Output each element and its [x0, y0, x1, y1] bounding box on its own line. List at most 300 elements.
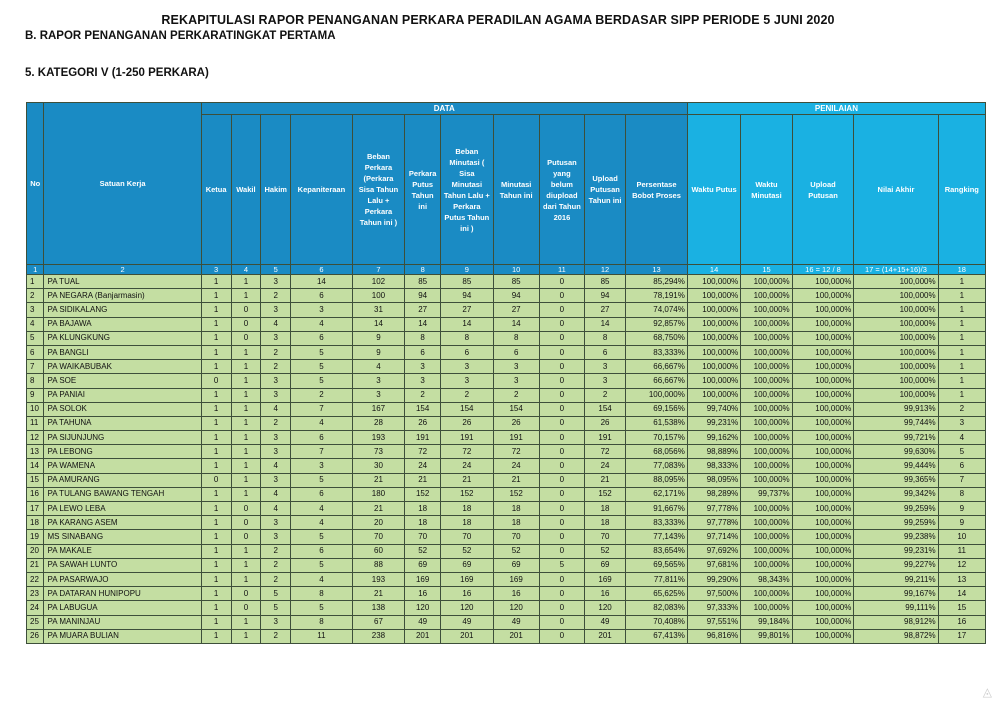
col-rangking: Rangking	[938, 115, 985, 265]
cell-kepaniteraan: 3	[291, 459, 353, 473]
cell-persentase: 82,083%	[626, 601, 688, 615]
table-row	[27, 275, 986, 289]
cell-nilai-akhir: 100,000%	[854, 374, 938, 388]
cell-minutasi: 3	[493, 360, 539, 374]
cell-ketua: 1	[201, 558, 231, 572]
col-number: 18	[938, 265, 985, 275]
group-penilaian: PENILAIAN	[687, 103, 985, 115]
cell-upload-tahun-ini: 152	[585, 487, 626, 501]
cell-no: 16	[27, 487, 44, 501]
cell-beban-minutasi: 3	[441, 360, 493, 374]
cell-waktu-putus: 98,333%	[687, 459, 740, 473]
table-row	[27, 516, 986, 530]
cell-beban-minutasi: 152	[441, 487, 493, 501]
cell-waktu-minutasi: 100,000%	[741, 587, 792, 601]
cell-upload-putusan: 100,000%	[792, 317, 854, 331]
cell-persentase: 62,171%	[626, 487, 688, 501]
cell-hakim: 3	[261, 331, 291, 345]
cell-putusan-belum-upload: 0	[539, 360, 584, 374]
table-row	[27, 459, 986, 473]
cell-no: 6	[27, 345, 44, 359]
cell-waktu-minutasi: 100,000%	[741, 317, 792, 331]
cell-satuan-kerja: PA PASARWAJO	[44, 572, 201, 586]
cell-beban-minutasi: 191	[441, 431, 493, 445]
cell-upload-putusan: 100,000%	[792, 601, 854, 615]
cell-beban-minutasi: 69	[441, 558, 493, 572]
cell-minutasi: 69	[493, 558, 539, 572]
cell-upload-putusan: 100,000%	[792, 530, 854, 544]
cell-beban-perkara: 238	[352, 629, 404, 643]
cell-kepaniteraan: 11	[291, 629, 353, 643]
cell-persentase: 61,538%	[626, 416, 688, 430]
table-row	[27, 615, 986, 629]
cell-nilai-akhir: 99,231%	[854, 544, 938, 558]
cell-beban-perkara: 14	[352, 317, 404, 331]
cell-perkara-putus: 6	[405, 345, 441, 359]
cell-wakil: 1	[231, 388, 261, 402]
cell-ketua: 1	[201, 615, 231, 629]
cell-beban-minutasi: 154	[441, 402, 493, 416]
cell-nilai-akhir: 100,000%	[854, 331, 938, 345]
cell-putusan-belum-upload: 0	[539, 317, 584, 331]
cell-satuan-kerja: PA SOLOK	[44, 402, 201, 416]
cell-kepaniteraan: 14	[291, 275, 353, 289]
cell-upload-putusan: 100,000%	[792, 587, 854, 601]
cell-minutasi: 27	[493, 303, 539, 317]
cell-ketua: 1	[201, 459, 231, 473]
cell-nilai-akhir: 100,000%	[854, 345, 938, 359]
cell-persentase: 91,667%	[626, 502, 688, 516]
cell-minutasi: 191	[493, 431, 539, 445]
cell-perkara-putus: 3	[405, 374, 441, 388]
cell-hakim: 2	[261, 360, 291, 374]
cell-upload-tahun-ini: 18	[585, 502, 626, 516]
cell-wakil: 1	[231, 445, 261, 459]
col-number: 7	[352, 265, 404, 275]
cell-minutasi: 3	[493, 374, 539, 388]
table-row	[27, 587, 986, 601]
cell-wakil: 0	[231, 587, 261, 601]
cell-perkara-putus: 18	[405, 502, 441, 516]
cell-persentase: 65,625%	[626, 587, 688, 601]
cell-upload-tahun-ini: 16	[585, 587, 626, 601]
cell-perkara-putus: 52	[405, 544, 441, 558]
cell-beban-minutasi: 8	[441, 331, 493, 345]
cell-waktu-minutasi: 98,343%	[741, 572, 792, 586]
cell-minutasi: 70	[493, 530, 539, 544]
cell-persentase: 70,157%	[626, 431, 688, 445]
cell-ketua: 1	[201, 544, 231, 558]
cell-hakim: 2	[261, 416, 291, 430]
table-row	[27, 502, 986, 516]
table-body	[27, 275, 986, 644]
cell-no: 3	[27, 303, 44, 317]
table-row	[27, 345, 986, 359]
cell-beban-minutasi: 18	[441, 502, 493, 516]
cell-satuan-kerja: PA BANGLI	[44, 345, 201, 359]
cell-upload-tahun-ini: 94	[585, 289, 626, 303]
cell-ketua: 1	[201, 445, 231, 459]
cell-beban-minutasi: 169	[441, 572, 493, 586]
cell-waktu-minutasi: 99,737%	[741, 487, 792, 501]
cell-waktu-putus: 100,000%	[687, 374, 740, 388]
cell-perkara-putus: 70	[405, 530, 441, 544]
col-waktu-minutasi: Waktu Minutasi	[741, 115, 792, 265]
cell-persentase: 92,857%	[626, 317, 688, 331]
cell-beban-perkara: 3	[352, 374, 404, 388]
cell-no: 18	[27, 516, 44, 530]
cell-waktu-minutasi: 100,000%	[741, 558, 792, 572]
cell-persentase: 77,143%	[626, 530, 688, 544]
cell-satuan-kerja: PA LEWO LEBA	[44, 502, 201, 516]
cell-waktu-putus: 97,551%	[687, 615, 740, 629]
cell-putusan-belum-upload: 0	[539, 416, 584, 430]
cell-waktu-minutasi: 99,801%	[741, 629, 792, 643]
page-corner-icon: ◬	[982, 685, 992, 699]
cell-waktu-putus: 99,162%	[687, 431, 740, 445]
cell-minutasi: 26	[493, 416, 539, 430]
cell-waktu-putus: 96,816%	[687, 629, 740, 643]
cell-putusan-belum-upload: 0	[539, 431, 584, 445]
cell-upload-putusan: 100,000%	[792, 275, 854, 289]
table-row	[27, 445, 986, 459]
cell-waktu-minutasi: 100,000%	[741, 473, 792, 487]
cell-beban-minutasi: 94	[441, 289, 493, 303]
table-row	[27, 289, 986, 303]
cell-wakil: 1	[231, 615, 261, 629]
cell-wakil: 0	[231, 502, 261, 516]
cell-persentase: 69,565%	[626, 558, 688, 572]
cell-upload-putusan: 100,000%	[792, 374, 854, 388]
cell-ketua: 1	[201, 587, 231, 601]
cell-satuan-kerja: PA LEBONG	[44, 445, 201, 459]
cell-persentase: 83,654%	[626, 544, 688, 558]
cell-rangking: 14	[938, 587, 985, 601]
col-waktu-putus: Waktu Putus	[687, 115, 740, 265]
cell-hakim: 5	[261, 587, 291, 601]
cell-wakil: 1	[231, 473, 261, 487]
cell-beban-minutasi: 24	[441, 459, 493, 473]
cell-upload-tahun-ini: 52	[585, 544, 626, 558]
cell-nilai-akhir: 99,167%	[854, 587, 938, 601]
cell-upload-tahun-ini: 191	[585, 431, 626, 445]
col-number: 12	[585, 265, 626, 275]
table-row	[27, 544, 986, 558]
cell-no: 26	[27, 629, 44, 643]
cell-waktu-minutasi: 100,000%	[741, 374, 792, 388]
cell-kepaniteraan: 5	[291, 530, 353, 544]
cell-waktu-minutasi: 100,000%	[741, 360, 792, 374]
cell-beban-minutasi: 27	[441, 303, 493, 317]
cell-minutasi: 85	[493, 275, 539, 289]
cell-putusan-belum-upload: 0	[539, 459, 584, 473]
cell-hakim: 3	[261, 530, 291, 544]
table-row	[27, 388, 986, 402]
cell-nilai-akhir: 99,111%	[854, 601, 938, 615]
cell-beban-minutasi: 85	[441, 275, 493, 289]
cell-satuan-kerja: PA SOE	[44, 374, 201, 388]
cell-waktu-minutasi: 100,000%	[741, 516, 792, 530]
cell-minutasi: 52	[493, 544, 539, 558]
cell-waktu-putus: 100,000%	[687, 303, 740, 317]
cell-kepaniteraan: 6	[291, 487, 353, 501]
cell-minutasi: 120	[493, 601, 539, 615]
cell-no: 5	[27, 331, 44, 345]
cell-beban-perkara: 3	[352, 388, 404, 402]
cell-perkara-putus: 26	[405, 416, 441, 430]
cell-no: 11	[27, 416, 44, 430]
cell-perkara-putus: 27	[405, 303, 441, 317]
cell-beban-minutasi: 70	[441, 530, 493, 544]
cell-putusan-belum-upload: 0	[539, 516, 584, 530]
cell-putusan-belum-upload: 0	[539, 388, 584, 402]
cell-satuan-kerja: PA MANINJAU	[44, 615, 201, 629]
cell-minutasi: 18	[493, 502, 539, 516]
cell-beban-perkara: 138	[352, 601, 404, 615]
cell-minutasi: 6	[493, 345, 539, 359]
col-beban-perkara: Beban Perkara (Perkara Sisa Tahun Lalu + Perkara Tahun ini )	[352, 115, 404, 265]
cell-nilai-akhir: 99,211%	[854, 572, 938, 586]
cell-putusan-belum-upload: 0	[539, 615, 584, 629]
cell-ketua: 1	[201, 629, 231, 643]
cell-hakim: 2	[261, 289, 291, 303]
cell-kepaniteraan: 5	[291, 558, 353, 572]
cell-waktu-putus: 97,778%	[687, 516, 740, 530]
cell-ketua: 1	[201, 516, 231, 530]
cell-nilai-akhir: 99,444%	[854, 459, 938, 473]
cell-minutasi: 72	[493, 445, 539, 459]
cell-kepaniteraan: 4	[291, 416, 353, 430]
cell-waktu-minutasi: 100,000%	[741, 502, 792, 516]
cell-ketua: 1	[201, 572, 231, 586]
cell-waktu-minutasi: 100,000%	[741, 601, 792, 615]
col-number: 4	[231, 265, 261, 275]
cell-persentase: 67,413%	[626, 629, 688, 643]
cell-nilai-akhir: 100,000%	[854, 388, 938, 402]
cell-no: 15	[27, 473, 44, 487]
cell-waktu-minutasi: 100,000%	[741, 275, 792, 289]
cell-putusan-belum-upload: 0	[539, 445, 584, 459]
cell-nilai-akhir: 100,000%	[854, 360, 938, 374]
col-nilai-akhir: Nilai Akhir	[854, 115, 938, 265]
cell-beban-minutasi: 6	[441, 345, 493, 359]
col-number: 3	[201, 265, 231, 275]
cell-beban-minutasi: 120	[441, 601, 493, 615]
cell-perkara-putus: 14	[405, 317, 441, 331]
cell-perkara-putus: 8	[405, 331, 441, 345]
cell-beban-minutasi: 3	[441, 374, 493, 388]
cell-satuan-kerja: PA TUAL	[44, 275, 201, 289]
cell-upload-putusan: 100,000%	[792, 388, 854, 402]
cell-no: 17	[27, 502, 44, 516]
cell-beban-perkara: 70	[352, 530, 404, 544]
cell-rangking: 2	[938, 402, 985, 416]
rapor-table	[26, 102, 986, 644]
cell-no: 10	[27, 402, 44, 416]
cell-satuan-kerja: PA MUARA BULIAN	[44, 629, 201, 643]
cell-kepaniteraan: 7	[291, 402, 353, 416]
cell-hakim: 3	[261, 473, 291, 487]
table-row	[27, 331, 986, 345]
cell-putusan-belum-upload: 0	[539, 487, 584, 501]
table-row	[27, 317, 986, 331]
cell-beban-perkara: 30	[352, 459, 404, 473]
cell-rangking: 1	[938, 289, 985, 303]
cell-ketua: 1	[201, 402, 231, 416]
col-number: 17 = (14+15+16)/3	[854, 265, 938, 275]
cell-perkara-putus: 120	[405, 601, 441, 615]
cell-upload-putusan: 100,000%	[792, 459, 854, 473]
cell-satuan-kerja: PA NEGARA (Banjarmasin)	[44, 289, 201, 303]
cell-satuan-kerja: PA DATARAN HUNIPOPU	[44, 587, 201, 601]
cell-wakil: 1	[231, 459, 261, 473]
table-row	[27, 431, 986, 445]
cell-upload-tahun-ini: 24	[585, 459, 626, 473]
cell-waktu-putus: 97,681%	[687, 558, 740, 572]
cell-waktu-putus: 97,692%	[687, 544, 740, 558]
cell-kepaniteraan: 6	[291, 289, 353, 303]
cell-kepaniteraan: 4	[291, 516, 353, 530]
cell-perkara-putus: 72	[405, 445, 441, 459]
cell-ketua: 1	[201, 388, 231, 402]
cell-upload-tahun-ini: 3	[585, 360, 626, 374]
cell-waktu-minutasi: 100,000%	[741, 345, 792, 359]
cell-beban-perkara: 67	[352, 615, 404, 629]
cell-perkara-putus: 154	[405, 402, 441, 416]
cell-no: 1	[27, 275, 44, 289]
cell-putusan-belum-upload: 0	[539, 601, 584, 615]
col-no: No	[27, 103, 44, 265]
cell-hakim: 3	[261, 431, 291, 445]
cell-rangking: 4	[938, 431, 985, 445]
report-title: REKAPITULASI RAPOR PENANGANAN PERKARA PERADILAN AGAMA BERDASAR SIPP PERIODE 5 JUNI 2020	[161, 13, 835, 27]
cell-no: 21	[27, 558, 44, 572]
cell-rangking: 7	[938, 473, 985, 487]
cell-waktu-putus: 100,000%	[687, 388, 740, 402]
cell-upload-putusan: 100,000%	[792, 516, 854, 530]
cell-rangking: 11	[938, 544, 985, 558]
cell-waktu-putus: 98,289%	[687, 487, 740, 501]
cell-ketua: 1	[201, 416, 231, 430]
cell-beban-perkara: 9	[352, 331, 404, 345]
cell-nilai-akhir: 99,630%	[854, 445, 938, 459]
cell-upload-putusan: 100,000%	[792, 303, 854, 317]
cell-minutasi: 201	[493, 629, 539, 643]
cell-upload-putusan: 100,000%	[792, 558, 854, 572]
cell-no: 7	[27, 360, 44, 374]
cell-putusan-belum-upload: 0	[539, 303, 584, 317]
cell-hakim: 4	[261, 317, 291, 331]
cell-minutasi: 154	[493, 402, 539, 416]
cell-ketua: 1	[201, 317, 231, 331]
cell-rangking: 8	[938, 487, 985, 501]
col-beban-minutasi: Beban Minutasi ( Sisa Minutasi Tahun Lalu + Perkara Putus Tahun ini )	[441, 115, 493, 265]
cell-waktu-minutasi: 99,184%	[741, 615, 792, 629]
cell-kepaniteraan: 4	[291, 317, 353, 331]
col-number: 14	[687, 265, 740, 275]
cell-rangking: 1	[938, 388, 985, 402]
cell-no: 13	[27, 445, 44, 459]
cell-hakim: 2	[261, 544, 291, 558]
cell-kepaniteraan: 2	[291, 388, 353, 402]
cell-beban-perkara: 100	[352, 289, 404, 303]
cell-persentase: 88,095%	[626, 473, 688, 487]
cell-wakil: 1	[231, 558, 261, 572]
cell-beban-minutasi: 14	[441, 317, 493, 331]
cell-waktu-putus: 97,778%	[687, 502, 740, 516]
cell-wakil: 0	[231, 601, 261, 615]
cell-persentase: 70,408%	[626, 615, 688, 629]
cell-satuan-kerja: PA KARANG ASEM	[44, 516, 201, 530]
col-ketua: Ketua	[201, 115, 231, 265]
cell-rangking: 1	[938, 317, 985, 331]
cell-waktu-minutasi: 100,000%	[741, 530, 792, 544]
cell-upload-tahun-ini: 169	[585, 572, 626, 586]
cell-hakim: 3	[261, 303, 291, 317]
cell-beban-perkara: 102	[352, 275, 404, 289]
cell-waktu-putus: 99,231%	[687, 416, 740, 430]
col-persentase: Persentase Bobot Proses	[626, 115, 688, 265]
cell-waktu-minutasi: 100,000%	[741, 303, 792, 317]
cell-beban-perkara: 21	[352, 502, 404, 516]
cell-ketua: 1	[201, 502, 231, 516]
col-number: 13	[626, 265, 688, 275]
cell-hakim: 2	[261, 572, 291, 586]
cell-wakil: 1	[231, 487, 261, 501]
cell-kepaniteraan: 4	[291, 572, 353, 586]
cell-upload-tahun-ini: 69	[585, 558, 626, 572]
cell-putusan-belum-upload: 0	[539, 331, 584, 345]
cell-persentase: 69,156%	[626, 402, 688, 416]
cell-upload-tahun-ini: 120	[585, 601, 626, 615]
cell-waktu-minutasi: 100,000%	[741, 544, 792, 558]
cell-beban-minutasi: 49	[441, 615, 493, 629]
cell-waktu-minutasi: 100,000%	[741, 445, 792, 459]
cell-upload-putusan: 100,000%	[792, 502, 854, 516]
cell-beban-perkara: 21	[352, 587, 404, 601]
cell-rangking: 1	[938, 345, 985, 359]
cell-wakil: 0	[231, 530, 261, 544]
cell-wakil: 1	[231, 402, 261, 416]
cell-ketua: 1	[201, 487, 231, 501]
cell-wakil: 0	[231, 331, 261, 345]
cell-kepaniteraan: 7	[291, 445, 353, 459]
cell-putusan-belum-upload: 0	[539, 572, 584, 586]
cell-waktu-minutasi: 100,000%	[741, 331, 792, 345]
column-number-row	[27, 265, 986, 275]
cell-perkara-putus: 18	[405, 516, 441, 530]
cell-waktu-minutasi: 100,000%	[741, 431, 792, 445]
cell-hakim: 2	[261, 345, 291, 359]
cell-hakim: 3	[261, 275, 291, 289]
cell-beban-perkara: 31	[352, 303, 404, 317]
cell-upload-tahun-ini: 21	[585, 473, 626, 487]
cell-upload-putusan: 100,000%	[792, 431, 854, 445]
cell-persentase: 78,191%	[626, 289, 688, 303]
cell-perkara-putus: 169	[405, 572, 441, 586]
cell-upload-putusan: 100,000%	[792, 615, 854, 629]
cell-wakil: 1	[231, 431, 261, 445]
cell-upload-putusan: 100,000%	[792, 572, 854, 586]
cell-ketua: 1	[201, 431, 231, 445]
col-number: 5	[261, 265, 291, 275]
col-number: 2	[44, 265, 201, 275]
cell-rangking: 3	[938, 416, 985, 430]
cell-ketua: 0	[201, 473, 231, 487]
cell-nilai-akhir: 99,721%	[854, 431, 938, 445]
cell-upload-tahun-ini: 201	[585, 629, 626, 643]
cell-beban-perkara: 28	[352, 416, 404, 430]
